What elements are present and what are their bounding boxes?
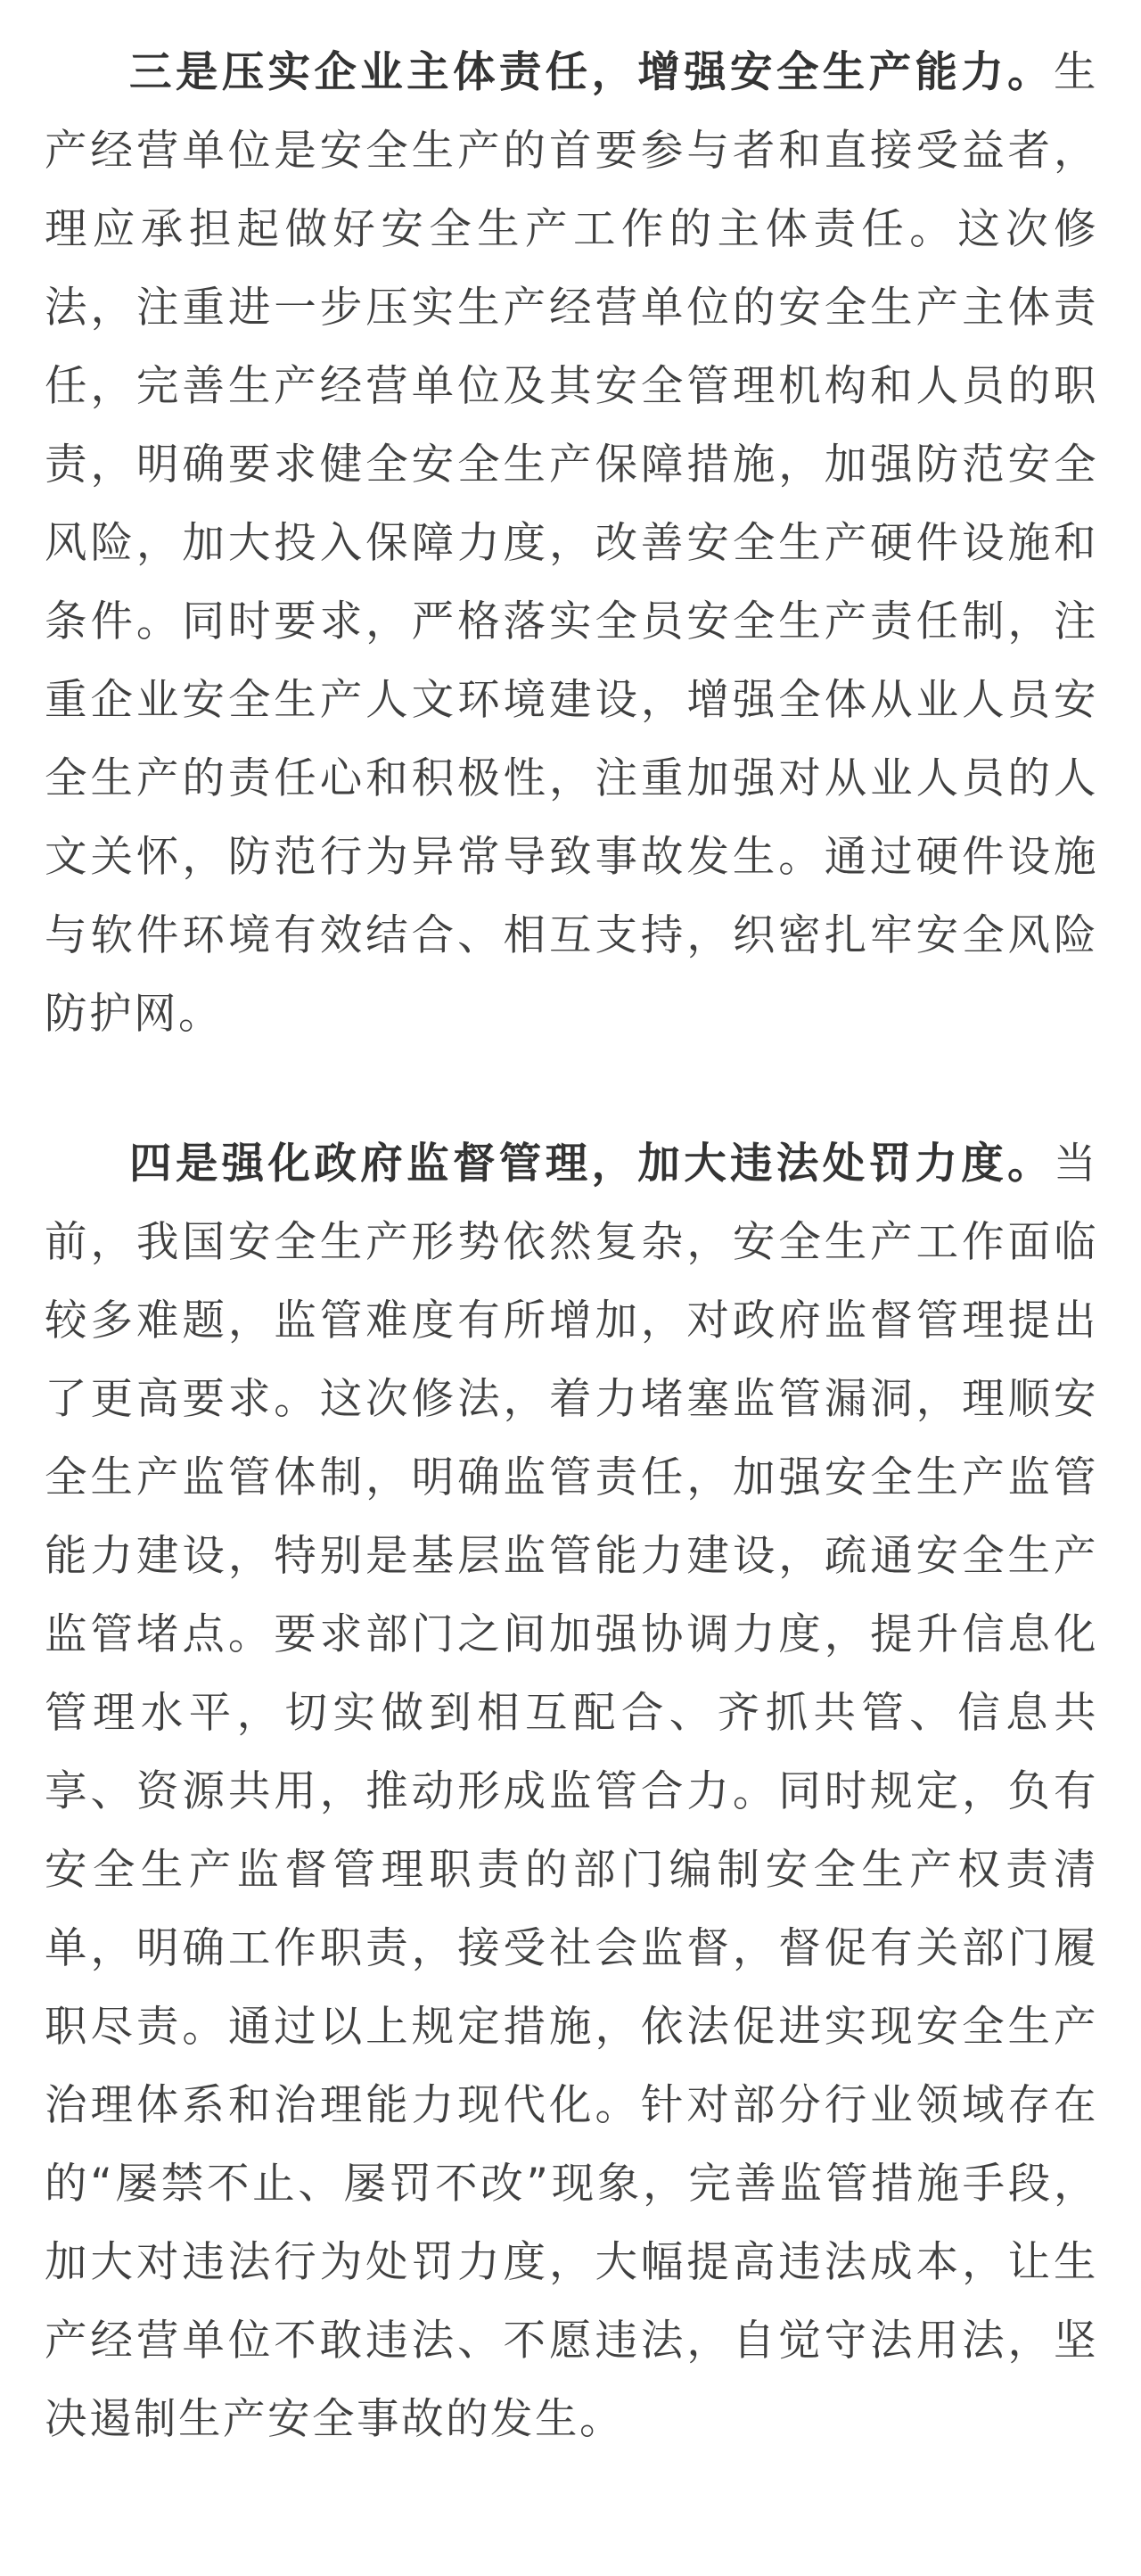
paragraph-government-supervision	[45, 1125, 1098, 2459]
paragraph-lead: 三是压实企业主体责任，增强安全生产能力。	[129, 48, 1054, 97]
paragraph-text: 当前，我国安全生产形势依然复杂，安全生产工作面临较多难题，监管难度有所增加，对政府监督管理提出了更高要求。这次修法，着力堵塞监管漏洞，理顺安全生产监管体制，明确监管责任，加强安全生产监管能力建设，特别是基层监管能力建设，疏通安全生产监管堵点。要求部门之间加强协调力度，提升信息化管理水平，切实做到相互配合、齐抓共管、信息共享、资源共用，推动形成监管合力。同时规定，负有安全生产监督管理职责的部门编制安全生产权责清单，明确工作职责，接受社会监督，督促有关部门履职尽责。通过以上规定措施，依法促进实现安全生产治理体系和治理能力现代化。针对部分行业领域存在的“屡禁不止、屡罚不改”现象，完善监管措施手段，加大对违法行为处罚力度，大幅提高违法成本，让生产经营单位不敢违法、不愿违法，自觉守法用法，坚决遏制生产安全事故的发生。	[45, 1140, 1098, 2444]
paragraph-enterprise-responsibility	[45, 34, 1098, 1054]
paragraph-lead: 四是强化政府监督管理，加大违法处罚力度。	[129, 1140, 1054, 1189]
paragraph-text: 生产经营单位是安全生产的首要参与者和直接受益者，理应承担起做好安全生产工作的主体责任。这次修法，注重进一步压实生产经营单位的安全生产主体责任，完善生产经营单位及其安全管理机构和人员的职责，明确要求健全安全生产保障措施，加强防范安全风险，加大投入保障力度，改善安全生产硬件设施和条件。同时要求，严格落实全员安全生产责任制，注重企业安全生产人文环境建设，增强全体从业人员安全生产的责任心和积极性，注重加强对从业人员的人文关怀，防范行为异常导致事故发生。通过硬件设施与软件环境有效结合、相互支持，织密扎牢安全风险防护网。	[45, 48, 1098, 1039]
